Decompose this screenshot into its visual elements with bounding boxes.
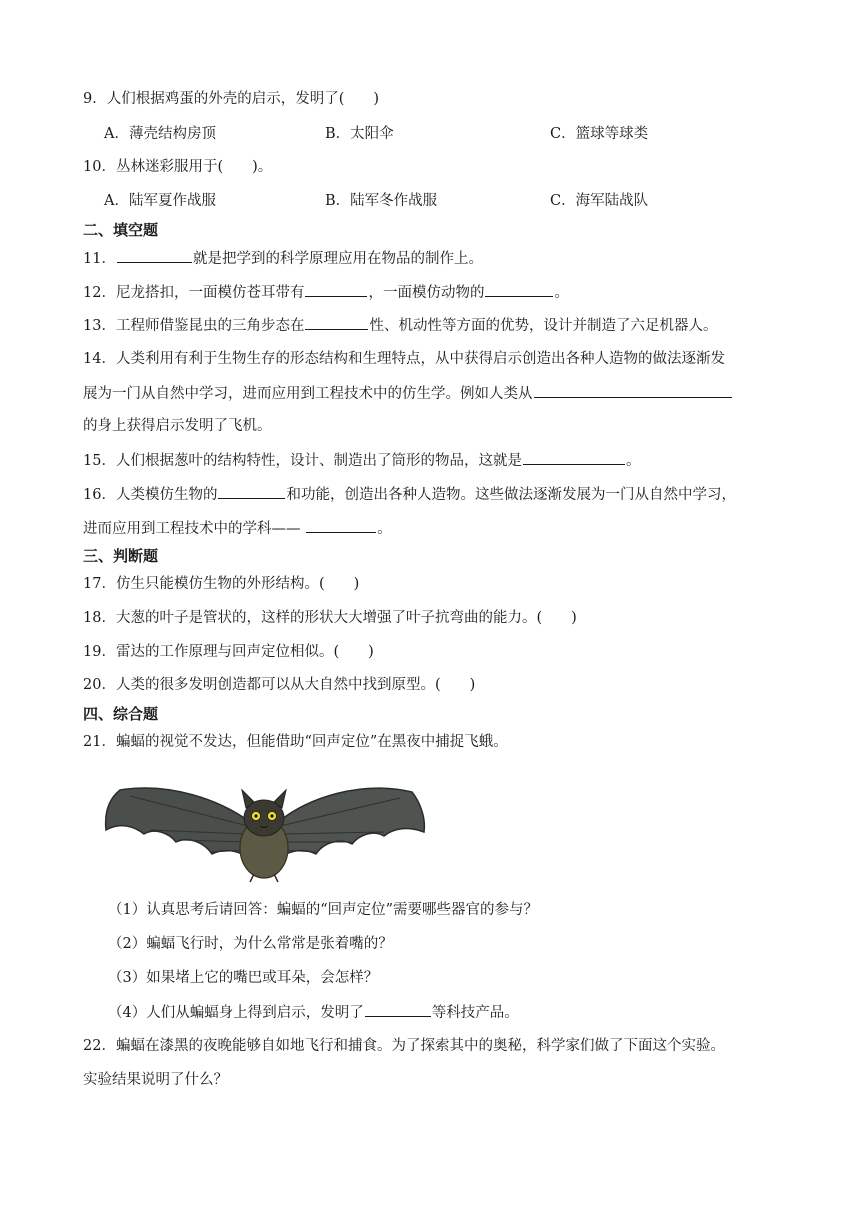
q16-text-mid: 和功能，创造出各种人造物。这些做法逐渐发展为一门从自然中学习， [286,487,736,503]
q9-option-b[interactable]: B．太阳伞 [325,126,394,142]
q16-text-line2: 进而应用到工程技术中的学科—— [83,521,301,537]
q14-text: 展为一门从自然中学习，进而应用到工程技术中的仿生学。例如人类从 [83,386,533,402]
question-20: 20．人类的很多发明创造都可以从大自然中找到原型。( ) [83,677,476,693]
q10-option-a[interactable]: A．陆军夏作战服 [104,193,216,209]
q12-answer-blank-1[interactable] [305,282,367,297]
question-22-line-2: 实验结果说明了什么？ [83,1072,228,1088]
q12-text-start: 12．尼龙搭扣，一面模仿苍耳带有 [83,285,305,301]
question-12 [83,282,569,303]
section-true-false: 三、判断题 [83,547,159,565]
q21-sub-4 [108,1002,519,1023]
question-10: 10．丛林迷彩服用于( )。 [83,159,273,175]
q21-sub4-text: （4）人们从蝙蝠身上得到启示，发明了 [108,1005,364,1021]
question-9: 9．人们根据鸡蛋的外壳的启示，发明了( ) [83,91,380,107]
q21-sub-2: （2）蝙蝠飞行时，为什么常常是张着嘴的？ [108,936,393,952]
question-22-line-1: 22．蝙蝠在漆黑的夜晚能够自如地飞行和捕食。为了探索其中的奥秘，科学家们做了下面这个实验。 [83,1038,725,1054]
q16-answer-blank-1[interactable] [218,484,285,499]
question-14-line-1: 14．人类利用有利于生物生存的形态结构和生理特点，从中获得启示创造出各种人造物的做法逐渐发 [83,351,725,367]
section-comprehensive: 四、综合题 [83,705,159,723]
q14-answer-blank[interactable] [534,383,732,398]
question-16-line-2 [83,518,392,539]
q10-option-b[interactable]: B．陆军冬作战服 [325,193,438,209]
q16-answer-blank-2[interactable] [306,518,376,533]
q21-sub-3: （3）如果堵上它的嘴巴或耳朵，会怎样？ [108,970,379,986]
q11-number: 11． [83,251,116,267]
question-18: 18．大葱的叶子是管状的，这样的形状大大增强了叶子抗弯曲的能力。( ) [83,610,577,626]
question-11 [83,248,483,269]
q10-option-c[interactable]: C．海军陆战队 [550,193,649,209]
question-21: 21．蝙蝠的视觉不发达，但能借助“回声定位”在黑夜中捕捉飞蛾。 [83,734,508,750]
q11-answer-blank[interactable] [117,248,192,263]
q13-text-end: 性、机动性等方面的优势，设计并制造了六足机器人。 [369,318,718,334]
q21-sub-1: （1）认真思考后请回答：蝙蝠的“回声定位”需要哪些器官的参与？ [108,902,539,918]
q12-answer-blank-2[interactable] [485,282,553,297]
question-19: 19．雷达的工作原理与回声定位相似。( ) [83,644,374,660]
question-14-line-2 [83,383,733,404]
q16-text-end: 。 [377,521,392,537]
question-16-line-1 [83,484,736,505]
section-fill-in: 二、填空题 [83,221,159,239]
q13-text-start: 13．工程师借鉴昆虫的三角步态在 [83,318,305,334]
q15-text: 15．人们根据葱叶的结构特性，设计、制造出了筒形的物品，这就是 [83,453,522,469]
bat-illustration [100,770,430,890]
q15-answer-blank[interactable] [523,450,625,465]
q12-text-end: 。 [554,285,569,301]
q13-answer-blank[interactable] [305,315,368,330]
question-17: 17．仿生只能模仿生物的外形结构。( ) [83,576,360,592]
q9-option-c[interactable]: C．篮球等球类 [550,126,649,142]
q9-option-a[interactable]: A．薄壳结构房顶 [104,126,216,142]
question-14-line-3: 的身上获得启示发明了飞机。 [83,418,272,434]
q16-text-start: 16．人类模仿生物的 [83,487,218,503]
q21-sub4-text-end: 等科技产品。 [431,1005,519,1021]
q15-text-end: 。 [625,453,641,469]
q12-text-mid: ，一面模仿动物的 [368,285,485,301]
question-15 [83,450,640,471]
question-13 [83,315,717,336]
q21-sub4-answer-blank[interactable] [365,1002,431,1017]
q11-text: 就是把学到的科学原理应用在物品的制作上。 [192,251,483,267]
